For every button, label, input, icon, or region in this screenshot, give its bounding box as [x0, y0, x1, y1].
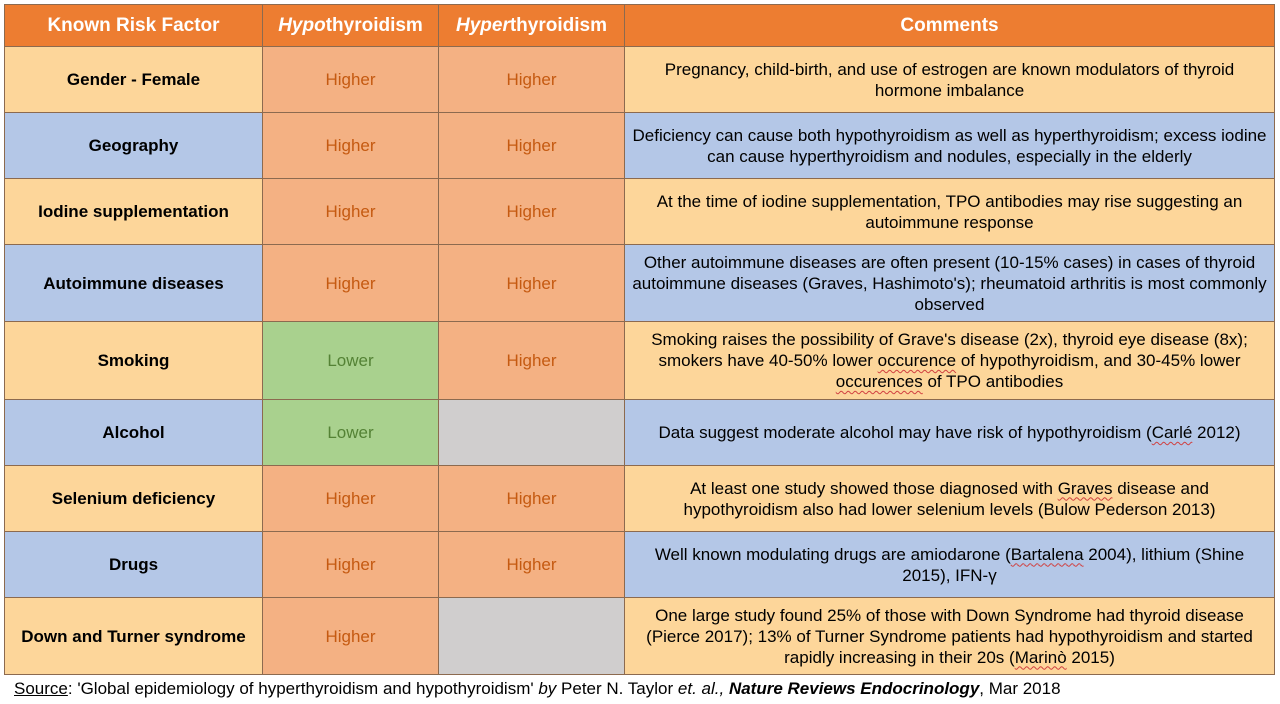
comment-text: Data suggest moderate alcohol may have risk of hypothyroidism ( — [658, 423, 1152, 442]
source-etal: et. al., — [677, 679, 725, 698]
source-authors: Peter N. Taylor — [556, 679, 678, 698]
risk-factor-cell: Drugs — [5, 532, 263, 598]
table-body — [5, 47, 1275, 675]
hypothyroidism-cell: Higher — [263, 245, 439, 322]
header-comments: Comments — [625, 5, 1275, 47]
hypothyroidism-cell: Lower — [263, 322, 439, 400]
comment-cell: At the time of iodine supplementation, TPO antibodies may rise suggesting an autoimmune response — [625, 179, 1275, 245]
comment-text: of TPO antibodies — [922, 372, 1064, 391]
comment-text: Smoking raises the possibility of Grave's disease (2x), thyroid eye disease (8x); smokers have 40-50% lower — [651, 330, 1248, 370]
source-title: 'Global epidemiology of hyperthyroidism and hypothyroidism' — [77, 679, 539, 698]
hyperthyroidism-cell: Higher — [439, 179, 625, 245]
risk-factor-cell: Iodine supplementation — [5, 179, 263, 245]
hyperthyroidism-cell — [439, 400, 625, 466]
risk-factor-cell: Geography — [5, 113, 263, 179]
table-row — [5, 532, 1275, 598]
risk-factor-cell: Gender - Female — [5, 47, 263, 113]
hyperthyroidism-cell — [439, 598, 625, 675]
table-row — [5, 47, 1275, 113]
comment-cell — [625, 598, 1275, 675]
table-row — [5, 322, 1275, 400]
hypothyroidism-cell: Higher — [263, 113, 439, 179]
comment-cell — [625, 400, 1275, 466]
comment-text: occurence — [877, 351, 957, 370]
comment-text: occurences — [835, 372, 923, 391]
source-journal: Nature Reviews Endocrinology — [728, 679, 980, 698]
source-colon: : — [67, 679, 78, 698]
hyperthyroidism-cell: Higher — [439, 47, 625, 113]
source-by: by — [538, 679, 557, 698]
hypothyroidism-cell: Higher — [263, 598, 439, 675]
hypothyroidism-cell: Higher — [263, 466, 439, 532]
comment-cell — [625, 466, 1275, 532]
header-hyper-prefix: Hyper — [456, 14, 510, 36]
comment-cell — [625, 532, 1275, 598]
hyperthyroidism-cell: Higher — [439, 113, 625, 179]
comment-text: Marinò — [1014, 647, 1067, 667]
comment-text: disease and hypothyroidism also had lower selenium levels (Bulow Pederson 2013) — [683, 478, 1216, 519]
comment-cell: Pregnancy, child-birth, and use of estrogen are known modulators of thyroid hormone imbalance — [625, 47, 1275, 113]
hyperthyroidism-cell: Higher — [439, 322, 625, 400]
comment-cell — [625, 322, 1275, 400]
comment-text: Carlé — [1151, 423, 1193, 442]
table-row — [5, 598, 1275, 675]
hypothyroidism-cell: Higher — [263, 47, 439, 113]
header-row — [5, 5, 1275, 47]
comment-text: Well known modulating drugs are amiodarone ( — [654, 544, 1011, 564]
comment-text: One large study found 25% of those with Down Syndrome had thyroid disease (Pierce 2017); 13% of Turner Syndrome patients had hypothyroidism and started rapidly increasing in their 20s ( — [646, 605, 1253, 667]
comment-text: At least one study showed those diagnosed with — [690, 478, 1058, 498]
source-citation — [14, 679, 1061, 699]
comment-text: Bartalena — [1010, 544, 1084, 564]
table-row — [5, 179, 1275, 245]
hypothyroidism-cell: Higher — [263, 532, 439, 598]
header-factor: Known Risk Factor — [5, 5, 263, 47]
risk-factor-cell: Selenium deficiency — [5, 466, 263, 532]
source-date: , Mar 2018 — [979, 679, 1061, 698]
hypothyroidism-cell: Higher — [263, 179, 439, 245]
risk-factor-cell: Alcohol — [5, 400, 263, 466]
table-row — [5, 245, 1275, 322]
table-row — [5, 400, 1275, 466]
comment-text: 2015) — [1066, 647, 1115, 667]
risk-factor-cell: Autoimmune diseases — [5, 245, 263, 322]
comment-cell: Deficiency can cause both hypothyroidism as well as hyperthyroidism; excess iodine can cause hyperthyroidism and nodules, especially in the elderly — [625, 113, 1275, 179]
header-hypo-suffix: thyroidism — [325, 14, 423, 36]
comment-text: of hypothyroidism, and 30-45% lower — [956, 351, 1241, 370]
comment-text: 2012) — [1192, 423, 1241, 442]
header-hyperthyroidism — [439, 5, 625, 47]
comment-text: Graves — [1057, 478, 1113, 498]
table-row — [5, 113, 1275, 179]
header-hypo-prefix: Hypo — [278, 14, 326, 36]
header-hypothyroidism — [263, 5, 439, 47]
risk-factor-cell: Smoking — [5, 322, 263, 400]
comment-text: 2004), lithium (Shine 2015), IFN-γ — [902, 544, 1245, 585]
comment-cell: Other autoimmune diseases are often present (10-15% cases) in cases of thyroid autoimmune diseases (Graves, Hashimoto's); rheumatoid arthritis is most commonly observed — [625, 245, 1275, 322]
risk-factor-table — [4, 4, 1275, 675]
hypothyroidism-cell: Lower — [263, 400, 439, 466]
hyperthyroidism-cell: Higher — [439, 245, 625, 322]
source-label: Source — [14, 679, 68, 698]
hyperthyroidism-cell: Higher — [439, 532, 625, 598]
header-hyper-suffix: thyroidism — [509, 14, 607, 36]
table-row — [5, 466, 1275, 532]
hyperthyroidism-cell: Higher — [439, 466, 625, 532]
risk-factor-cell: Down and Turner syndrome — [5, 598, 263, 675]
